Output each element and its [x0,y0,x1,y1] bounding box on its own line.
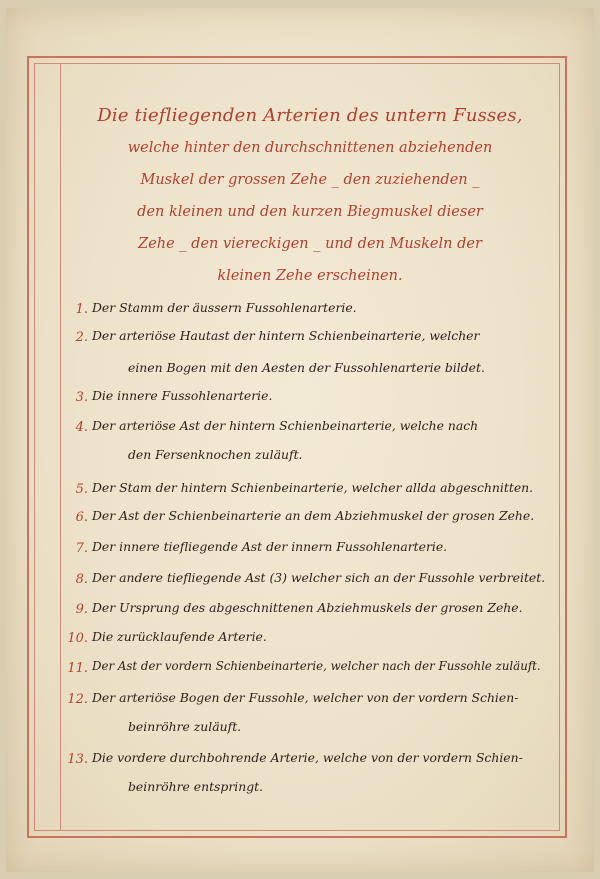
entry-number: 10. [67,631,88,646]
entry-text: Die innere Fussohlenarterie. [92,388,273,403]
entry-text-continuation: beinröhre zuläuft. [128,719,242,734]
title-line: Muskel der grossen Zehe _ den zuziehenden _ [140,172,480,188]
entry-text: Der Stam der hintern Schienbeinarterie, welcher allda abgeschnitten. [92,480,534,495]
title-line: den kleinen und den kurzen Biegmuskel dieser [137,204,483,220]
title-line: Die tiefliegenden Arterien des untern Fusses, [97,105,523,126]
entry-text: Der Ast der vordern Schienbeinarterie, welcher nach der Fussohle zuläuft. [92,659,541,673]
entry-text: Der arteriöse Bogen der Fussohle, welcher von der vordern Schien- [92,690,519,705]
entry-number: 12. [67,692,88,707]
margin-rule [60,63,61,831]
entry-text-continuation: einen Bogen mit den Aesten der Fussohlenarterie bildet. [128,360,485,375]
entry-text: Der andere tiefliegende Ast (3) welcher sich an der Fussohle verbreitet. [92,570,546,585]
entry-number: 8. [75,572,88,587]
page-title [90,100,530,292]
entry-number: 7. [75,541,88,556]
title-line: kleinen Zehe erscheinen. [217,268,403,284]
entry-number: 11. [67,661,88,676]
entry-number: 5. [75,482,88,497]
entry-number: 4. [75,420,88,435]
title-line: welche hinter den durchschnittenen abziehenden [127,140,493,156]
entry-text: Der Stamm der äussern Fussohlenarterie. [92,300,357,315]
entry-text-continuation: beinröhre entspringt. [128,779,264,794]
title-line: Zehe _ den viereckigen _ und den Muskeln der [138,236,482,252]
entry-text-continuation: den Fersenknochen zuläuft. [128,447,303,462]
entry-number: 13. [67,752,88,767]
entry-number: 3. [75,390,88,405]
entry-text: Die zurücklaufende Arterie. [92,629,267,644]
entry-number: 1. [75,302,88,317]
entry-number: 2. [75,330,88,345]
entry-text: Der arteriöse Hautast der hintern Schienbeinarterie, welcher [92,328,480,343]
entry-text: Die vordere durchbohrende Arterie, welche von der vordern Schien- [92,750,523,765]
entry-number: 6. [75,510,88,525]
entry-text: Der Ursprung des abgeschnittenen Abziehmuskels der grosen Zehe. [92,600,523,615]
entry-number: 9. [75,602,88,617]
entry-text: Der arteriöse Ast der hintern Schienbeinarterie, welche nach [92,418,479,433]
entry-text: Der Ast der Schienbeinarterie an dem Abziehmuskel der grosen Zehe. [92,508,535,523]
entry-text: Der innere tiefliegende Ast der innern Fussohlenarterie. [92,539,448,554]
